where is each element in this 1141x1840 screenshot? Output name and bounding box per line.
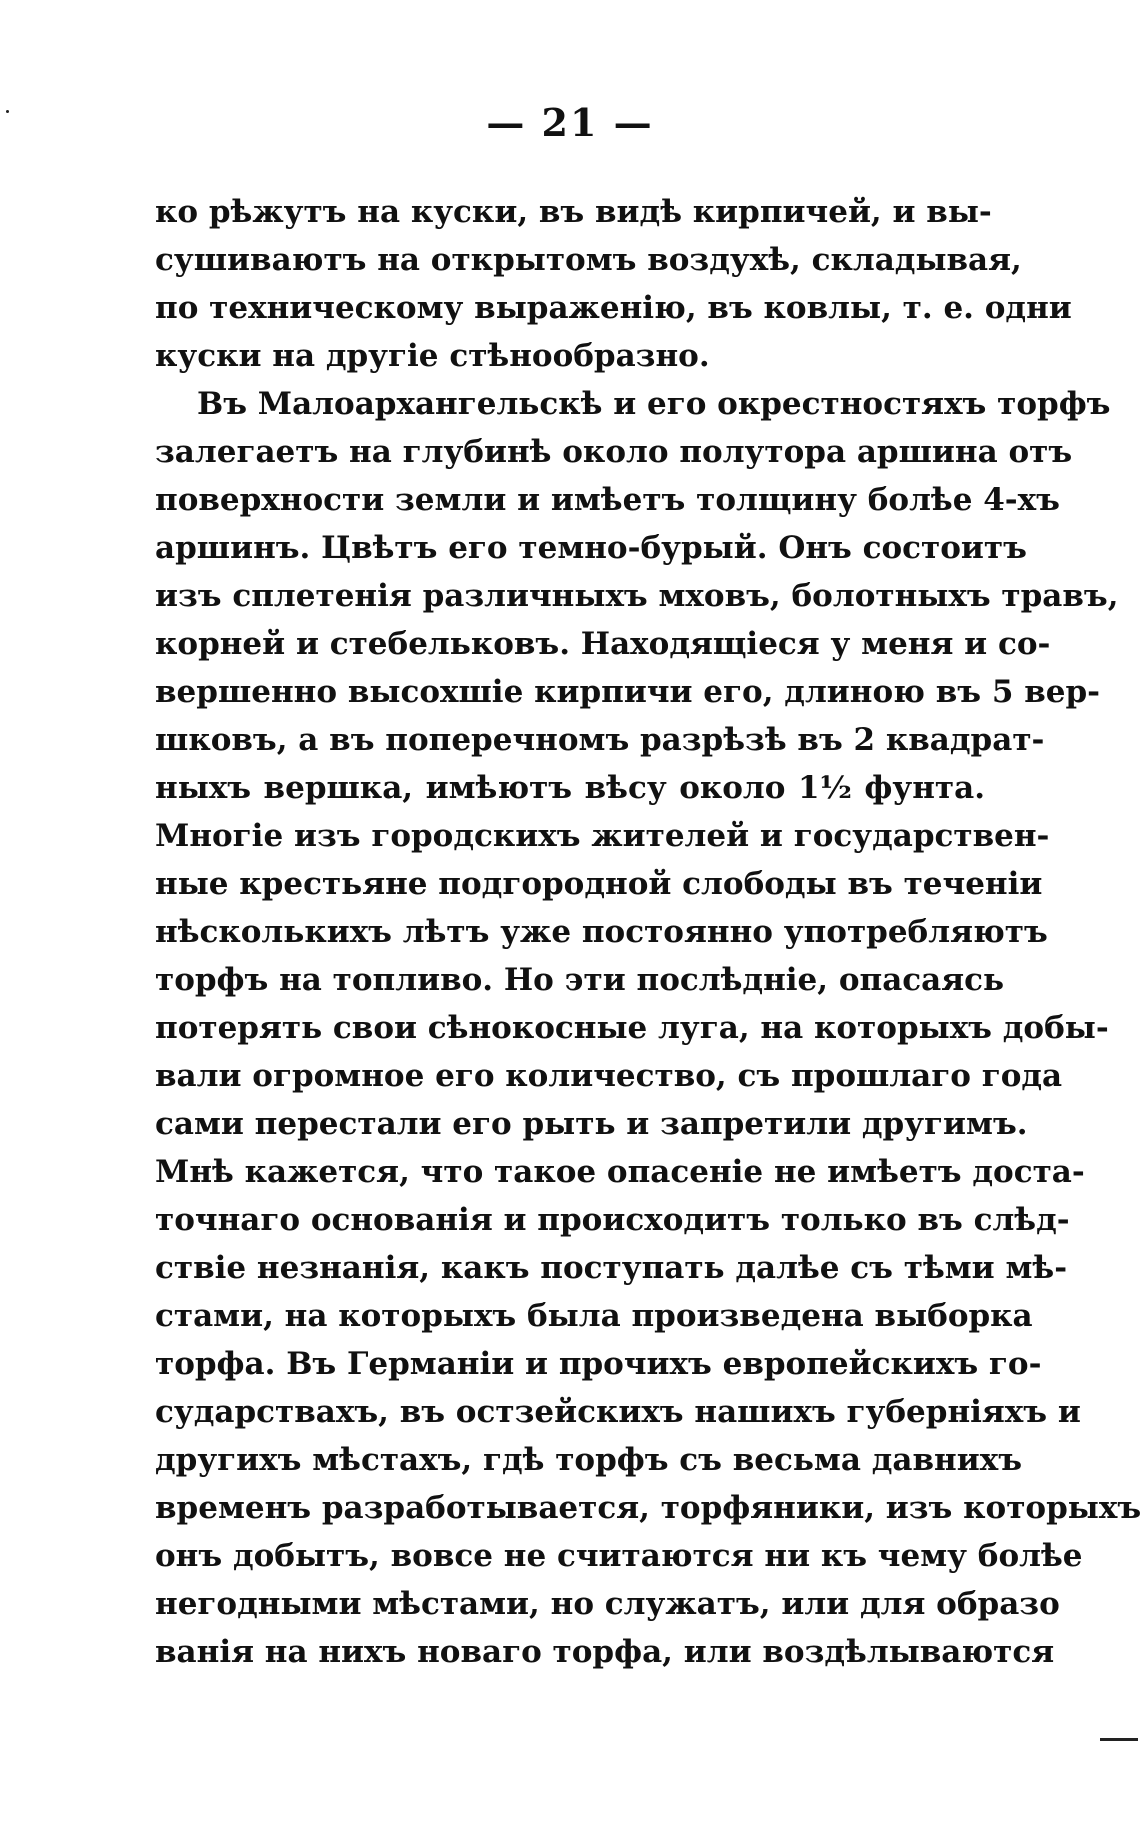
- text-line: ствіе незнанія, какъ поступать далѣе съ тѣми мѣ-: [155, 1250, 1068, 1286]
- text-line: сушиваютъ на открытомъ воздухѣ, складывая,: [155, 242, 1022, 278]
- page-number: — 21 —: [486, 100, 654, 145]
- text-line: потерять свои сѣнокосные луга, на которыхъ добы-: [155, 1010, 1109, 1046]
- text-line: торфъ на топливо. Но эти послѣдніе, опасаясь: [155, 962, 1005, 998]
- text-line: Въ Малоархангельскѣ и его окрестностяхъ торфъ: [197, 386, 1111, 422]
- text-line: ко рѣжутъ на куски, въ видѣ кирпичей, и вы-: [155, 194, 992, 230]
- text-line: аршинъ. Цвѣтъ его темно-бурый. Онъ состоитъ: [155, 530, 1027, 566]
- text-line: нѣсколькихъ лѣтъ уже постоянно употребляютъ: [155, 914, 1048, 950]
- text-line: вали огромное его количество, съ прошлаго года: [155, 1058, 1063, 1094]
- body-text: [155, 188, 1141, 1676]
- text-line: онъ добытъ, вовсе не считаются ни къ чему болѣе: [155, 1538, 1083, 1574]
- text-line: поверхности земли и имѣетъ толщину болѣе 4-хъ: [155, 482, 1060, 518]
- text-line: залегаетъ на глубинѣ около полутора аршина отъ: [155, 434, 1073, 470]
- text-line: Мнѣ кажется, что такое опасеніе не имѣетъ доста-: [155, 1154, 1085, 1190]
- text-line: торфа. Въ Германіи и прочихъ европейскихъ го-: [155, 1346, 1042, 1382]
- text-line: изъ сплетенія различныхъ мховъ, болотныхъ травъ,: [155, 578, 1119, 614]
- text-line: корней и стебельковъ. Находящіеся у меня и со-: [155, 626, 1051, 662]
- text-line: по техническому выраженію, въ ковлы, т. е. одни: [155, 290, 1072, 326]
- text-line: негодными мѣстами, но служатъ, или для образо: [155, 1586, 1060, 1622]
- text-line: вершенно высохшіе кирпичи его, длиною въ 5 вер-: [155, 674, 1101, 710]
- text-line: Многіе изъ городскихъ жителей и государствен-: [155, 818, 1050, 854]
- margin-dash: [1100, 1738, 1138, 1741]
- text-line: ванія на нихъ новаго торфа, или воздѣлываются: [155, 1634, 1055, 1670]
- text-line: ныхъ вершка, имѣютъ вѣсу около 1½ фунта.: [155, 770, 985, 806]
- text-line: ные крестьяне подгородной слободы въ теченіи: [155, 866, 1043, 902]
- text-line: другихъ мѣстахъ, гдѣ торфъ съ весьма давнихъ: [155, 1442, 1022, 1478]
- text-line: куски на другіе стѣнообразно.: [155, 338, 710, 374]
- text-line: сударствахъ, въ остзейскихъ нашихъ губерніяхъ и: [155, 1394, 1081, 1430]
- text-line: сами перестали его рыть и запретили другимъ.: [155, 1106, 1028, 1142]
- text-line: шковъ, а въ поперечномъ разрѣзѣ въ 2 квадрат-: [155, 722, 1045, 758]
- text-line: точнаго основанія и происходитъ только въ слѣд-: [155, 1202, 1070, 1238]
- text-line: временъ разработывается, торфяники, изъ которыхъ: [155, 1490, 1141, 1526]
- text-line: стами, на которыхъ была произведена выборка: [155, 1298, 1033, 1334]
